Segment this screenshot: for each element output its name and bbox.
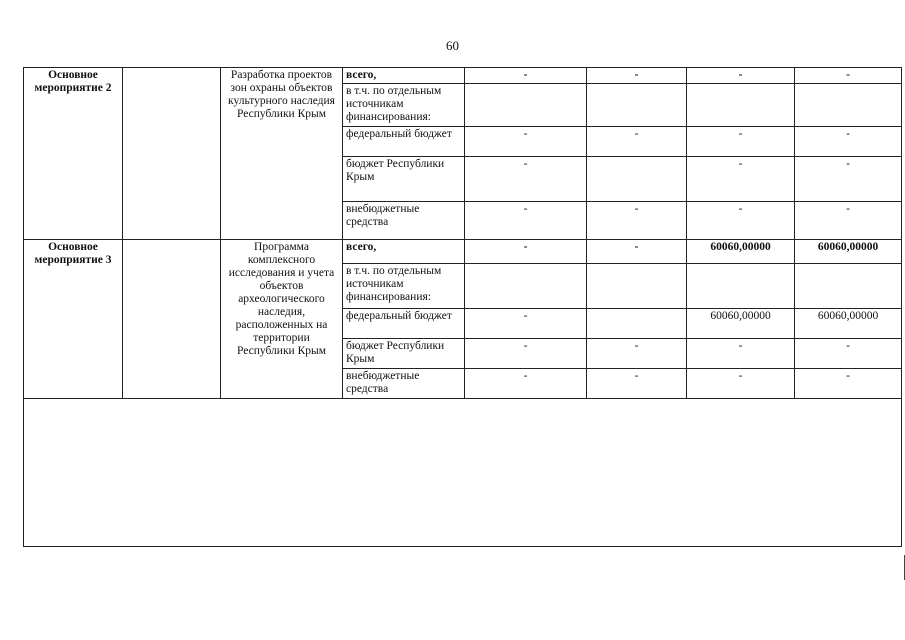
funding-value: - xyxy=(687,202,795,240)
measure-description: Разработка проектов зон охраны объектов культурного наследия Республики Крым xyxy=(221,68,343,240)
funding-source: в т.ч. по отдельным источникам финансирования: xyxy=(343,84,465,127)
funding-value: 60060,00000 xyxy=(687,309,795,339)
funding-value: - xyxy=(795,157,902,202)
funding-source: внебюджетные средства xyxy=(343,369,465,399)
funding-value xyxy=(587,157,687,202)
funding-value: - xyxy=(465,339,587,369)
funding-value: - xyxy=(687,127,795,157)
funding-value: - xyxy=(465,127,587,157)
blank-row xyxy=(24,399,902,547)
funding-value: - xyxy=(465,157,587,202)
funding-source: всего, xyxy=(343,68,465,84)
funding-value xyxy=(795,264,902,309)
funding-value: - xyxy=(587,369,687,399)
funding-value xyxy=(587,309,687,339)
table-row xyxy=(24,240,902,264)
funding-value: - xyxy=(795,127,902,157)
funding-value xyxy=(795,84,902,127)
funding-value: - xyxy=(687,68,795,84)
funding-source: федеральный бюджет xyxy=(343,309,465,339)
funding-value: - xyxy=(687,339,795,369)
funding-value xyxy=(587,84,687,127)
funding-source: внебюджетные средства xyxy=(343,202,465,240)
funding-value: - xyxy=(687,369,795,399)
funding-source: бюджет Республики Крым xyxy=(343,339,465,369)
funding-value: - xyxy=(465,369,587,399)
funding-value: - xyxy=(795,68,902,84)
table-row xyxy=(24,68,902,84)
measure-name: Основное мероприятие 3 xyxy=(24,240,123,399)
funding-value: - xyxy=(587,240,687,264)
funding-value: - xyxy=(465,309,587,339)
funding-value: - xyxy=(587,202,687,240)
funding-source: в т.ч. по отдельным источникам финансирования: xyxy=(343,264,465,309)
funding-value xyxy=(687,264,795,309)
funding-source: бюджет Республики Крым xyxy=(343,157,465,202)
measure-description: Программа комплексного исследования и учета объектов археологического наследия, расположенных на территории Республики Крым xyxy=(221,240,343,399)
funding-value: - xyxy=(465,68,587,84)
funding-value: - xyxy=(795,339,902,369)
funding-value: - xyxy=(465,240,587,264)
funding-value: 60060,00000 xyxy=(795,240,902,264)
funding-value: - xyxy=(587,68,687,84)
funding-value: - xyxy=(795,202,902,240)
funding-source: федеральный бюджет xyxy=(343,127,465,157)
funding-value xyxy=(465,84,587,127)
funding-value: - xyxy=(795,369,902,399)
funding-value: - xyxy=(587,127,687,157)
funding-value: 60060,00000 xyxy=(795,309,902,339)
empty-cell xyxy=(123,240,221,399)
blank-cell xyxy=(24,399,902,547)
funding-value xyxy=(465,264,587,309)
funding-source: всего, xyxy=(343,240,465,264)
funding-value xyxy=(687,84,795,127)
funding-table-body xyxy=(24,68,902,547)
funding-value xyxy=(587,264,687,309)
funding-table xyxy=(23,67,902,547)
empty-cell xyxy=(123,68,221,240)
page-number: 60 xyxy=(446,38,459,53)
funding-value: - xyxy=(587,339,687,369)
funding-value: 60060,00000 xyxy=(687,240,795,264)
funding-value: - xyxy=(465,202,587,240)
measure-name: Основное мероприятие 2 xyxy=(24,68,123,240)
funding-value: - xyxy=(687,157,795,202)
